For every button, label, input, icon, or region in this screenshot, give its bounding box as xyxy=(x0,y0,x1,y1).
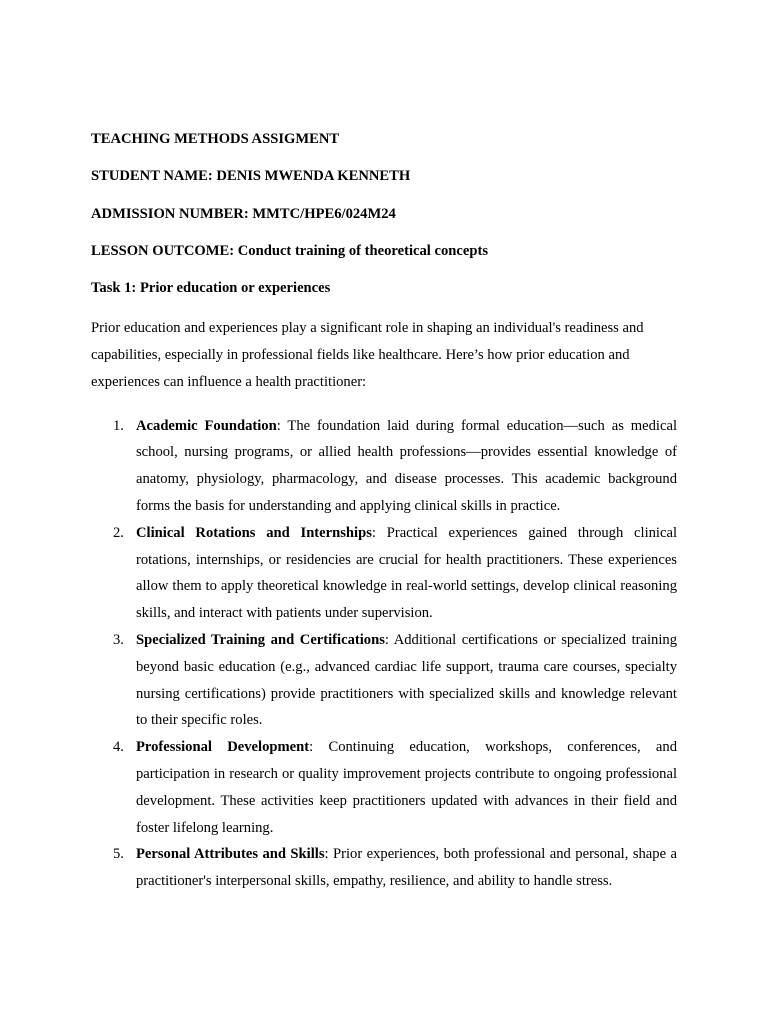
assignment-title: TEACHING METHODS ASSIGMENT xyxy=(91,131,340,147)
document-body xyxy=(91,129,677,895)
list-item-title: Personal Attributes and Skills xyxy=(136,846,325,863)
numbered-list xyxy=(91,413,677,895)
list-item-number: 5. xyxy=(113,846,124,863)
list-item xyxy=(91,734,677,841)
task-heading: Task 1: Prior education or experiences xyxy=(91,280,331,297)
list-item xyxy=(91,627,677,734)
list-item-text: : Prior experiences, both professional and personal, shape a practitioner's interpersonal skills, empathy, resilience, and ability to handle stress. xyxy=(136,846,677,890)
list-item xyxy=(91,413,677,520)
lesson-outcome: LESSON OUTCOME: Conduct training of theoretical concepts xyxy=(91,242,489,259)
student-name: STUDENT NAME: DENIS MWENDA KENNETH xyxy=(91,168,411,185)
list-item xyxy=(91,520,677,627)
list-item-title: Specialized Training and Certifications xyxy=(136,631,385,648)
list-item-text: : Practical experiences gained through clinical rotations, internships, or residencies are crucial for health practitioners. These experiences allow them to apply theoretical knowledge in real-world settings, develop clinical reasoning skills, and interact with patients under supervision. xyxy=(136,524,677,622)
list-item-number: 4. xyxy=(113,739,124,756)
list-item-number: 2. xyxy=(113,524,124,541)
list-item-number: 3. xyxy=(113,631,124,648)
list-item-text: : Additional certifications or specialized training beyond basic education (e.g., advanced cardiac life support, trauma care courses, specialty nursing certifications) provide practitioners with specialized skills and knowledge relevant to their specific roles. xyxy=(136,631,677,729)
list-item-text: : The foundation laid during formal education—such as medical school, nursing programs, or allied health professions—provides essential knowledge of anatomy, physiology, pharmacology, and disease processes. This academic background forms the basis for understanding and applying clinical skills in practice. xyxy=(136,417,678,514)
list-item-title: Clinical Rotations and Internships xyxy=(136,524,372,541)
list-item-title: Academic Foundation xyxy=(136,417,277,434)
list-item-title: Professional Development xyxy=(136,739,310,756)
intro-paragraph: Prior education and experiences play a significant role in shaping an individual's readiness and capabilities, especially in professional fields like healthcare. Here’s how prior education and experiences can influence a health practitioner: xyxy=(91,320,644,390)
admission-number: ADMISSION NUMBER: MMTC/HPE6/024M24 xyxy=(91,205,396,222)
list-item xyxy=(91,841,677,895)
list-item-text: : Continuing education, workshops, conferences, and participation in research or quality improvement projects contribute to ongoing professional development. These activities keep practitioners updated with advances in their field and foster lifelong learning. xyxy=(136,739,677,836)
list-item-number: 1. xyxy=(113,417,124,434)
